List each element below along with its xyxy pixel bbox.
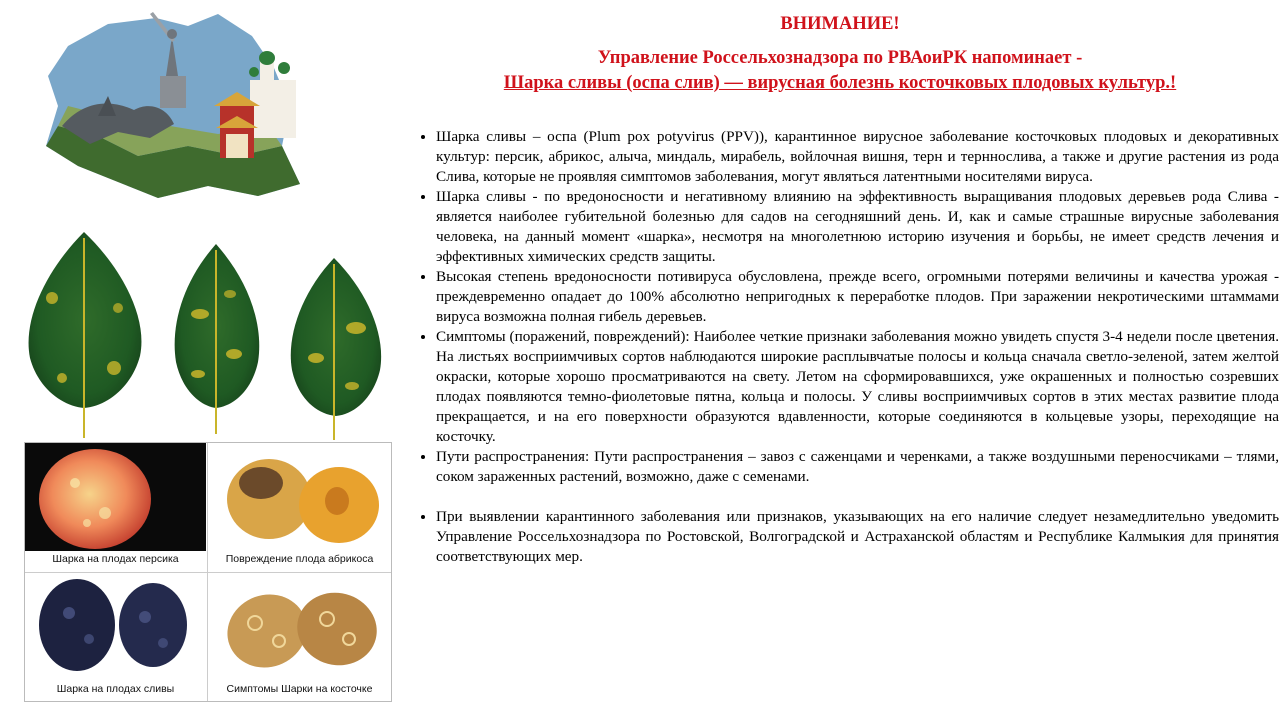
- photo-plum: [25, 573, 206, 701]
- apricot-image: [209, 443, 390, 551]
- caption-stone: Симптомы Шарки на косточке: [226, 683, 373, 695]
- photo-peach: [25, 443, 206, 571]
- subject-heading: Шарка сливы (оспа слив) — вирусная болезнь косточковых плодовых культур.!: [503, 73, 1177, 93]
- bullet-losses: • Высокая степень вредоносности потивируса обусловлена, прежде всего, огромными потерями величины и качества урожая - преждевременно опадает до 100% абсолютно непригодных к переработке плодов. При заражении некротическими штаммами вируса возможна полная гибель деревьев.: [436, 267, 1279, 327]
- peach-image: [25, 443, 206, 551]
- bullet-definition: • Шарка сливы – оспа (Plum pox potyvirus (PPV)), карантинное вирусное заболевание косточковых плодовых и декоративных культур: персик, абрикос, алыча, миндаль, мирабель, войлочная вишня, терн и терннослива, а также и другие растения из рода Слива, которые не проявляя симптомов заболевания, могут являться латентными носителями вируса.: [436, 127, 1279, 187]
- illustration-column: [0, 0, 400, 720]
- caption-plum: Шарка на плодах сливы: [56, 683, 175, 695]
- region-collage-image: [38, 6, 308, 204]
- subtitle-heading: Управление Россельхознадзора по РВАоиРК напоминает -: [597, 48, 1083, 68]
- grid-divider-horizontal: [25, 572, 391, 573]
- bullet-notify: • При выявлении карантинного заболевания или признаков, указывающих на его наличие следует незамедлительно уведомить Управление Россельхознадзора по Ростовской, Волгоградской и Астраханской областям и Республике Калмыкия для принятия соответствующих мер.: [436, 507, 1279, 567]
- info-bullet-list: [412, 127, 1279, 567]
- photo-stone: [209, 573, 390, 701]
- attention-heading: ВНИМАНИЕ!: [780, 14, 900, 34]
- infected-leaves-image: [22, 228, 394, 440]
- bullet-symptoms: • Симптомы (поражений, повреждений): Наиболее четкие признаки заболевания можно увидеть спустя 3-4 недели после цветения. На листьях восприимчивых сортов наблюдаются широкие расплывчатые полосы и кольца сначала светло-зеленой, затем желтой окраски, которые хорошо просматриваются на свету. Летом на сформировавшихся, уже окрашенных и полностью созревших плодах появляются темно-фиолетовые пятна, кольца и полосы. У сливы восприимчивых сортов в этих местах развитие плода прекращается, и на его поверхности образуются вдавленности, которые соединяются в кольцевые узоры, переходящие на косточку.: [436, 327, 1279, 447]
- bullet-harm: • Шарка сливы - по вредоносности и негативному влиянию на эффективность выращивания плодовых деревьев рода Слива - является наиболее губительной болезнью для садов на сегодняшний день. И, как и самые страшные вирусные заболевания человека, на данный момент «шарка», несмотря на многолетнюю историю изучения и борьбы, не имеет средств лечения и эффективных химических средств защиты.: [436, 187, 1279, 267]
- caption-peach: Шарка на плодах персика: [52, 553, 179, 565]
- stone-image: [209, 573, 390, 681]
- bullet-spread: • Пути распространения: Пути распространения – завоз с саженцами и черенками, а также воздушными переносчиками – тлями, соком зараженных растений, возможно, даже с семенами.: [436, 447, 1279, 487]
- photo-apricot: [209, 443, 390, 571]
- plum-image: [25, 573, 206, 681]
- fruit-photos-grid: [24, 442, 392, 702]
- caption-apricot: Повреждение плода абрикоса: [225, 553, 374, 565]
- text-column: [400, 0, 1279, 720]
